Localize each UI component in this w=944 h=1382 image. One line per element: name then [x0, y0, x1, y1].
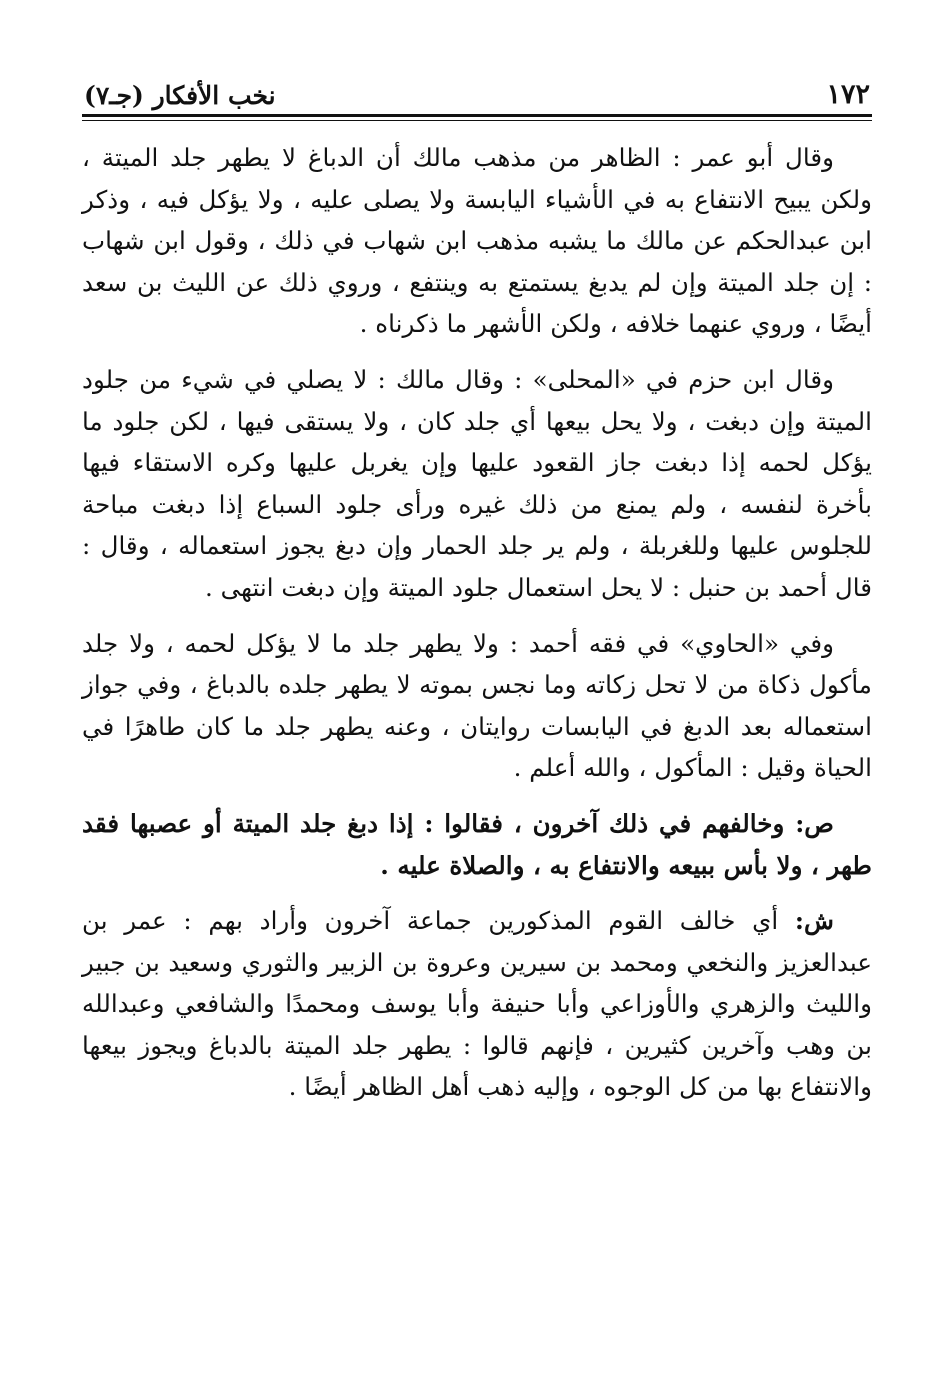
- paragraph-al-hawi: [82, 623, 872, 789]
- paragraph-text: وقال أبو عمر : الظاهر من مذهب مالك أن الدباغ لا يطهر جلد الميتة ، ولكن يبيح الانتفاع به في الأشياء اليابسة ولا يصلى عليه ، ولا يؤكل فيه ، وذكر ابن عبدالحكم عن مالك ما يشبه مذهب ابن شهاب في ذلك ، وقول ابن شهاب : إن جلد الميتة وإن لم يدبغ يستمتع به وينتفع ، وروي ذلك عن الليث بن سعد أيضًا ، وروي عنهما خلافه ، ولكن الأشهر ما ذكرناه .: [82, 143, 872, 339]
- paragraph-matn: [82, 803, 872, 886]
- page-header: [82, 64, 872, 108]
- paragraph-text: وخالفهم في ذلك آخرون ، فقالوا : إذا دبغ جلد الميتة أو عصبها فقد طهر ، ولا بأس ببيعه والانتفاع به ، والصلاة عليه .: [82, 808, 872, 880]
- matn-marker: ص:: [795, 808, 834, 838]
- body-text: [82, 137, 872, 1108]
- page-number: ١٧٢: [826, 79, 870, 110]
- paragraph-sharh: [82, 900, 872, 1108]
- header-rule-thin: [82, 120, 872, 121]
- book-page: [82, 64, 872, 1122]
- paragraph-text: وقال ابن حزم في «المحلى» : وقال مالك : لا يصلي في شيء من جلود الميتة وإن دبغت ، ولا يحل بيعها أي جلد كان ، ولا يستقى فيها ، لكن جلود ما يؤكل لحمه إذا دبغت جاز القعود عليها وإن يغربل عليها وكره الاستقاء فيها بأخرة لنفسه ، ولم يمنع من ذلك غيره ورأى جلود السباع إذا دبغت مباحة للجلوس عليها وللغربلة ، ولم ير جلد الحمار وإن دبغ يجوز استعماله ، وقال : قال أحمد بن حنبل : لا يحل استعمال جلود الميتة وإن دبغت انتهى .: [82, 364, 872, 602]
- paragraph-abu-umar: [82, 137, 872, 345]
- sharh-marker: ش:: [794, 906, 834, 936]
- paragraph-text: وفي «الحاوي» في فقه أحمد : ولا يطهر جلد ما لا يؤكل لحمه ، ولا جلد مأكول ذكاة من لا تحل زكاته وما نجس بموته لا يطهر جلده بالدباغ ، وفي جواز استعماله بعد الدبغ في اليابسات روايتان ، وعنه يطهر جلد ما كان طاهرًا في الحياة وقيل : المأكول ، والله أعلم .: [82, 628, 872, 783]
- running-title: نخب الأفكار (جـ٧): [84, 81, 276, 110]
- paragraph-ibn-hazm: [82, 359, 872, 609]
- header-rule-thick: [82, 114, 872, 117]
- paragraph-text: أي خالف القوم المذكورين جماعة آخرون وأراد بهم : عمر بن عبدالعزيز والنخعي ومحمد بن سيرين وعروة بن الزبير والثوري وسعيد بن جبير والليث والزهري والأوزاعي وأبا حنيفة وأبا يوسف ومحمدًا والشافعي وعبدالله بن وهب وآخرين كثيرين ، فإنهم قالوا : يطهر جلد الميتة بالدباغ ويجوز بيعها والانتفاع بها من كل الوجوه ، وإليه ذهب أهل الظاهر أيضًا .: [82, 906, 872, 1102]
